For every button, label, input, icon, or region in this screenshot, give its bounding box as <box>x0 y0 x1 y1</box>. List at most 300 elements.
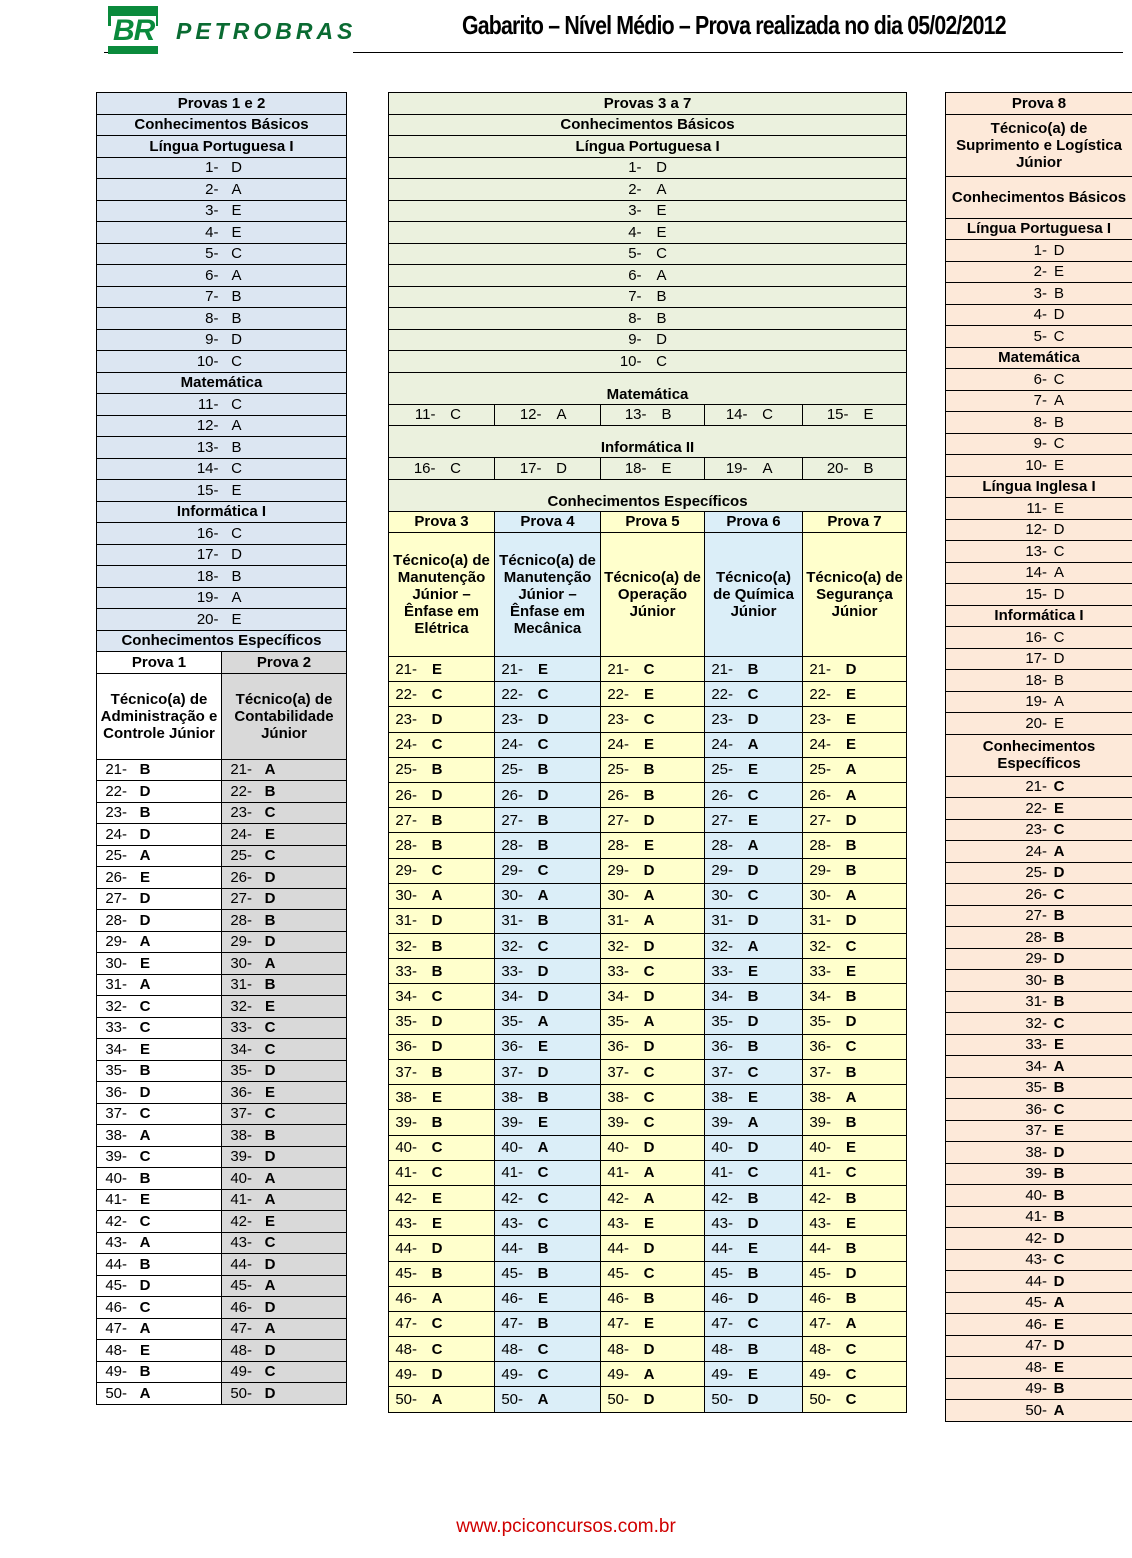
answer-cell <box>222 802 347 824</box>
answer-row <box>946 970 1132 992</box>
answer-cell <box>803 1362 907 1387</box>
answer-row <box>946 584 1132 606</box>
answer-letter: A <box>1053 1294 1065 1312</box>
answer-cell <box>222 824 347 846</box>
answer-letter: B <box>139 804 151 822</box>
question-number: 43- <box>105 1234 127 1252</box>
answer-cell <box>601 1085 705 1110</box>
answer-letter: E <box>845 710 856 728</box>
answer-cell <box>495 707 601 732</box>
answer-letter: B <box>643 786 655 804</box>
question-number: 35- <box>1025 1079 1047 1097</box>
prova-label: Prova 4 <box>495 511 601 533</box>
question-number: 22- <box>607 685 629 703</box>
question-number: 48- <box>395 1340 417 1358</box>
prova-role: Técnico(a) de Química Júnior <box>705 533 803 657</box>
question-number: 37- <box>809 1063 831 1081</box>
question-number: 46- <box>711 1290 733 1308</box>
answer-row <box>97 566 347 588</box>
answer-letter: B <box>231 438 242 456</box>
answer-letter: E <box>1053 263 1064 281</box>
question-number: 14- <box>725 406 748 424</box>
answer-letter: B <box>537 1265 549 1283</box>
question-number: 26- <box>607 786 629 804</box>
answer-row <box>946 991 1132 1013</box>
answer-letter: D <box>1053 1143 1065 1161</box>
answer-row <box>97 587 347 609</box>
answer-row <box>946 841 1132 863</box>
question-number: 11- <box>414 406 436 424</box>
answer-letter: D <box>747 1139 759 1157</box>
answer-cell <box>601 1160 705 1185</box>
answer-letter: E <box>264 1212 275 1230</box>
question-number: 15- <box>1025 585 1047 603</box>
subject-informatics: Informática I <box>946 605 1132 627</box>
question-number: 42- <box>1025 1229 1047 1247</box>
answer-cell <box>803 1135 907 1160</box>
answer-letter: B <box>747 660 759 678</box>
answer-letter: C <box>264 847 276 865</box>
answer-letter: E <box>537 1038 548 1056</box>
answer-cell <box>705 1311 803 1336</box>
answer-letter: C <box>1053 885 1065 903</box>
answer-letter: A <box>431 1290 443 1308</box>
question-number: 16- <box>196 524 219 542</box>
answer-cell <box>97 888 222 910</box>
question-number: 14- <box>196 460 219 478</box>
answer-letter: E <box>537 1290 548 1308</box>
question-number: 27- <box>501 811 523 829</box>
question-number: 38- <box>395 1088 417 1106</box>
answer-letter: A <box>747 1113 759 1131</box>
answer-letter: A <box>762 459 773 477</box>
question-number: 29- <box>607 862 629 880</box>
answer-letter: E <box>1053 1122 1064 1140</box>
question-number: 31- <box>501 912 523 930</box>
question-number: 48- <box>1025 1358 1047 1376</box>
answer-row <box>946 627 1132 649</box>
question-number: 41- <box>395 1164 417 1182</box>
question-number: 24- <box>1025 842 1047 860</box>
answer-cell <box>97 1383 222 1405</box>
answer-letter: D <box>537 710 549 728</box>
answer-cell <box>495 883 601 908</box>
answer-cell <box>495 1286 601 1311</box>
answer-cell <box>389 883 495 908</box>
answer-letter: C <box>231 524 242 542</box>
question-number: 21- <box>1025 778 1047 796</box>
answer-letter: E <box>537 1113 548 1131</box>
answer-letter: D <box>845 811 857 829</box>
answer-letter: D <box>431 1239 443 1257</box>
answer-letter: B <box>845 1063 857 1081</box>
answer-letter: C <box>450 459 461 477</box>
answer-cell <box>389 1034 495 1059</box>
answer-letter: A <box>845 786 857 804</box>
answer-letter: C <box>845 1164 857 1182</box>
answer-letter: D <box>643 1038 655 1056</box>
answer-cell <box>222 1297 347 1319</box>
answer-letter: A <box>1053 693 1064 711</box>
answer-letter: C <box>264 804 276 822</box>
answer-letter: C <box>1053 435 1065 453</box>
question-number: 42- <box>105 1212 127 1230</box>
question-number: 18- <box>1025 671 1047 689</box>
answer-letter: A <box>139 847 151 865</box>
question-number: 11- <box>197 395 219 413</box>
prova-role: Técnico(a) de Operação Júnior <box>601 533 705 657</box>
answer-row <box>946 1357 1132 1379</box>
question-number: 42- <box>711 1189 733 1207</box>
answer-letter: A <box>747 736 759 754</box>
answer-cell <box>389 934 495 959</box>
answer-cell <box>97 1146 222 1168</box>
answer-letter: A <box>139 976 151 994</box>
answer-letter: E <box>747 1239 758 1257</box>
question-number: 49- <box>501 1365 523 1383</box>
answer-cell <box>803 458 907 480</box>
question-number: 28- <box>395 836 417 854</box>
answer-row <box>97 544 347 566</box>
answer-cell <box>389 808 495 833</box>
question-number: 35- <box>711 1013 733 1031</box>
question-number: 21- <box>607 660 629 678</box>
answer-letter: D <box>1053 241 1065 259</box>
answer-cell <box>222 1103 347 1125</box>
answer-cell <box>97 1254 222 1276</box>
answer-row <box>946 369 1132 391</box>
answer-letter: E <box>139 954 150 972</box>
answer-cell <box>389 707 495 732</box>
answer-cell <box>495 757 601 782</box>
question-number: 43- <box>607 1214 629 1232</box>
question-number: 32- <box>501 937 523 955</box>
answer-cell <box>222 1082 347 1104</box>
answer-cell <box>222 953 347 975</box>
answer-cell <box>222 1340 347 1362</box>
question-number: 32- <box>1025 1014 1047 1032</box>
answer-letter: B <box>661 406 672 424</box>
answer-cell <box>705 934 803 959</box>
answer-cell <box>389 682 495 707</box>
question-number: 25- <box>395 761 417 779</box>
prova-role: Técnico(a) de Manutenção Júnior – Ênfase em Mecânica <box>495 533 601 657</box>
answer-row <box>946 1335 1132 1357</box>
question-number: 36- <box>1025 1100 1047 1118</box>
answer-letter: B <box>1053 1380 1065 1398</box>
answer-letter: D <box>264 1298 276 1316</box>
answer-letter: B <box>537 1239 549 1257</box>
answer-cell <box>389 858 495 883</box>
question-number: 27- <box>230 890 252 908</box>
question-number: 50- <box>1025 1401 1047 1419</box>
answer-cell <box>495 808 601 833</box>
answer-cell <box>495 1337 601 1362</box>
question-number: 30- <box>230 954 252 972</box>
question-number: 35- <box>501 1013 523 1031</box>
question-number: 1- <box>205 159 219 177</box>
answer-cell <box>97 1275 222 1297</box>
footer-url[interactable]: www.pciconcursos.com.br <box>456 1516 676 1537</box>
answer-letter: E <box>1053 1036 1064 1054</box>
answer-letter: B <box>643 1290 655 1308</box>
answer-letter: D <box>556 459 567 477</box>
answer-letter: E <box>431 1214 442 1232</box>
answer-letter: E <box>431 1088 442 1106</box>
answer-letter: C <box>139 1298 151 1316</box>
answer-cell <box>389 1211 495 1236</box>
question-number: 24- <box>395 736 417 754</box>
answer-letter: E <box>1053 1358 1064 1376</box>
question-number: 47- <box>711 1315 733 1333</box>
answer-letter: A <box>845 887 857 905</box>
question-number: 20- <box>826 459 849 477</box>
answer-cell <box>495 959 601 984</box>
question-number: 30- <box>395 887 417 905</box>
question-number: 39- <box>809 1113 831 1131</box>
question-number: 24- <box>809 736 831 754</box>
question-number: 50- <box>809 1391 831 1409</box>
answer-cell <box>803 1311 907 1336</box>
answer-letter: B <box>139 1062 151 1080</box>
answer-cell <box>601 458 705 480</box>
question-number: 39- <box>711 1113 733 1131</box>
answer-table-provas-3-7 <box>388 92 907 1413</box>
question-number: 50- <box>711 1391 733 1409</box>
answer-letter: B <box>845 1189 857 1207</box>
answer-cell <box>389 984 495 1009</box>
answer-letter: E <box>643 836 654 854</box>
prova-1-label: Prova 1 <box>97 652 222 674</box>
subject-math: Matemática <box>946 347 1132 369</box>
answer-cell <box>389 782 495 807</box>
answer-letter: C <box>537 1340 549 1358</box>
answer-cell <box>601 682 705 707</box>
question-number: 27- <box>711 811 733 829</box>
answer-cell <box>803 808 907 833</box>
question-number: 45- <box>711 1265 733 1283</box>
answer-row <box>946 798 1132 820</box>
question-number: 48- <box>105 1341 127 1359</box>
answer-cell <box>389 1286 495 1311</box>
question-number: 44- <box>711 1239 733 1257</box>
answer-letter: C <box>845 1391 857 1409</box>
answer-cell <box>222 1361 347 1383</box>
answer-letter: C <box>747 786 759 804</box>
br-logo-bottom-band <box>108 46 158 54</box>
answer-letter: B <box>1053 1165 1065 1183</box>
question-number: 21- <box>230 761 252 779</box>
answer-letter: A <box>556 406 567 424</box>
answer-letter: B <box>1053 928 1065 946</box>
answer-letter: C <box>762 406 773 424</box>
question-number: 3- <box>1033 284 1047 302</box>
answer-letter: D <box>431 912 443 930</box>
answer-cell <box>389 959 495 984</box>
question-number: 50- <box>395 1391 417 1409</box>
answer-cell <box>389 1110 495 1135</box>
answer-cell <box>222 931 347 953</box>
question-number: 43- <box>395 1214 417 1232</box>
answer-letter: D <box>264 890 276 908</box>
answer-cell <box>705 458 803 480</box>
question-number: 14- <box>1025 564 1047 582</box>
question-number: 25- <box>607 761 629 779</box>
answer-letter: A <box>643 887 655 905</box>
question-number: 49- <box>230 1363 252 1381</box>
answer-cell <box>705 883 803 908</box>
answer-letter: A <box>643 1189 655 1207</box>
answer-letter: A <box>1053 564 1064 582</box>
answer-cell <box>601 1110 705 1135</box>
question-number: 43- <box>501 1214 523 1232</box>
answer-letter: D <box>139 782 151 800</box>
question-number: 22- <box>501 685 523 703</box>
answer-letter: A <box>264 1169 276 1187</box>
answer-letter: B <box>537 811 549 829</box>
answer-cell <box>97 867 222 889</box>
question-number: 42- <box>230 1212 252 1230</box>
question-number: 28- <box>607 836 629 854</box>
answer-letter: C <box>643 660 655 678</box>
question-number: 34- <box>230 1040 252 1058</box>
answer-table-prova-8 <box>945 92 1132 1422</box>
answer-letter: C <box>747 1315 759 1333</box>
question-number: 49- <box>1025 1380 1047 1398</box>
question-number: 25- <box>1025 864 1047 882</box>
answer-cell <box>601 757 705 782</box>
prova-label: Prova 6 <box>705 511 803 533</box>
document-title: Gabarito – Nível Médio – Prova realizada no dia 05/02/2012 <box>462 10 1006 40</box>
question-number: 13- <box>196 438 219 456</box>
answer-letter: B <box>845 836 857 854</box>
answer-cell <box>803 1387 907 1412</box>
answer-cell <box>389 657 495 682</box>
answer-letter: A <box>139 1126 151 1144</box>
answer-letter: E <box>643 1315 654 1333</box>
question-number: 41- <box>711 1164 733 1182</box>
answer-letter: B <box>1053 284 1064 302</box>
question-number: 44- <box>395 1239 417 1257</box>
question-number: 34- <box>711 988 733 1006</box>
answer-letter: A <box>231 589 242 607</box>
header-rule-left <box>104 52 108 53</box>
answer-cell <box>389 1135 495 1160</box>
answer-letter: A <box>845 1088 857 1106</box>
answer-cell <box>97 1340 222 1362</box>
answer-row <box>946 1228 1132 1250</box>
answer-letter: C <box>431 736 443 754</box>
answer-cell <box>705 808 803 833</box>
answer-cell <box>705 657 803 682</box>
question-number: 5- <box>1033 327 1047 345</box>
subject-informatics: Informática II <box>389 426 907 458</box>
answer-letter: A <box>139 933 151 951</box>
question-number: 44- <box>230 1255 252 1273</box>
answer-letter: E <box>643 1214 654 1232</box>
answer-letter: E <box>264 825 275 843</box>
answer-letter: E <box>139 1341 150 1359</box>
question-number: 20- <box>1025 714 1047 732</box>
answer-cell <box>389 458 495 480</box>
question-number: 28- <box>105 911 127 929</box>
answer-letter: C <box>537 1214 549 1232</box>
answer-row <box>97 179 347 201</box>
answer-cell <box>601 1311 705 1336</box>
answer-cell <box>705 1286 803 1311</box>
answer-letter: D <box>747 1290 759 1308</box>
question-number: 36- <box>395 1038 417 1056</box>
answer-cell <box>705 707 803 732</box>
question-number: 5- <box>628 245 642 263</box>
question-number: 50- <box>607 1391 629 1409</box>
prova-role: Técnico(a) de Manutenção Júnior – Ênfase em Elétrica <box>389 533 495 657</box>
answer-cell <box>601 858 705 883</box>
answer-letter: D <box>231 546 242 564</box>
subject-math: Matemática <box>97 372 347 394</box>
question-number: 42- <box>607 1189 629 1207</box>
question-number: 45- <box>501 1265 523 1283</box>
answer-cell <box>705 1160 803 1185</box>
answer-letter: E <box>845 685 856 703</box>
answer-cell <box>389 404 495 426</box>
question-number: 29- <box>809 862 831 880</box>
answer-cell <box>495 682 601 707</box>
question-number: 47- <box>1025 1337 1047 1355</box>
answer-cell <box>495 1060 601 1085</box>
answer-cell <box>803 883 907 908</box>
answer-letter: E <box>231 223 242 241</box>
question-number: 47- <box>809 1315 831 1333</box>
answer-letter: A <box>431 887 443 905</box>
answer-cell <box>495 1236 601 1261</box>
question-number: 22- <box>395 685 417 703</box>
answer-letter: D <box>1053 864 1065 882</box>
answer-letter: C <box>747 1164 759 1182</box>
question-number: 45- <box>395 1265 417 1283</box>
answer-letter: B <box>431 1113 443 1131</box>
answer-cell <box>803 782 907 807</box>
question-number: 24- <box>105 825 127 843</box>
section-specific: Conhecimentos Específicos <box>946 734 1132 776</box>
answer-cell <box>601 1211 705 1236</box>
answer-letter: B <box>264 782 276 800</box>
question-number: 33- <box>105 1019 127 1037</box>
question-number: 2- <box>205 180 219 198</box>
answer-cell <box>222 845 347 867</box>
question-number: 38- <box>1025 1143 1047 1161</box>
question-number: 29- <box>711 862 733 880</box>
question-number: 44- <box>607 1239 629 1257</box>
answer-row <box>946 390 1132 412</box>
answer-cell <box>495 1185 601 1210</box>
answer-cell <box>803 1337 907 1362</box>
subject-portuguese: Língua Portuguesa I <box>389 136 907 158</box>
question-number: 1- <box>628 159 642 177</box>
answer-letter: C <box>656 352 667 370</box>
answer-cell <box>222 1125 347 1147</box>
answer-letter: D <box>845 660 857 678</box>
question-number: 34- <box>607 988 629 1006</box>
question-number: 23- <box>501 710 523 728</box>
question-number: 23- <box>607 710 629 728</box>
question-number: 25- <box>230 847 252 865</box>
subject-math: Matemática <box>389 372 907 404</box>
answer-cell <box>601 1034 705 1059</box>
answer-letter: D <box>845 1265 857 1283</box>
table-title: Provas 1 e 2 <box>97 93 347 115</box>
answer-row <box>946 283 1132 305</box>
